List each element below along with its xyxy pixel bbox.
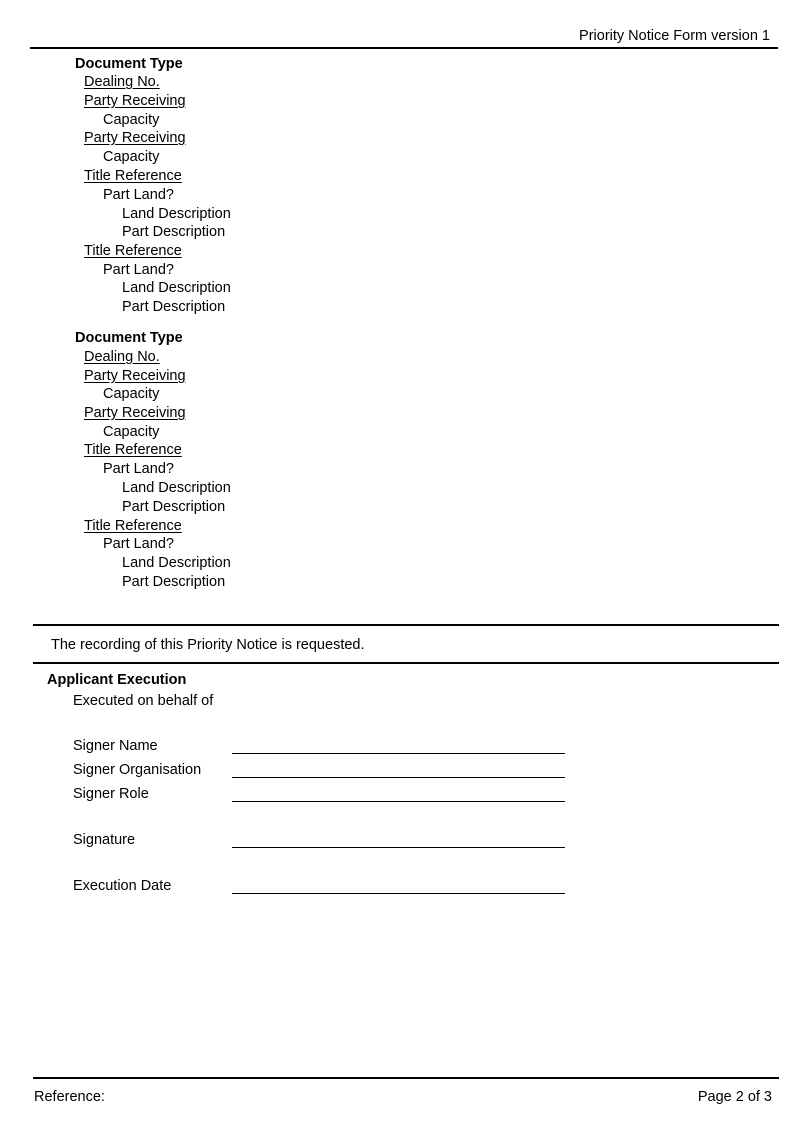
part-description-label: Part Description <box>122 224 226 240</box>
executed-on-behalf-label: Executed on behalf of <box>73 693 214 709</box>
section-divider <box>33 662 779 664</box>
page-number: Page 2 of 3 <box>697 1089 772 1105</box>
capacity-label: Capacity <box>103 112 160 128</box>
applicant-execution-heading: Applicant Execution <box>47 672 187 688</box>
document-type-label: Document Type <box>75 330 183 346</box>
signer-name-label: Signer Name <box>73 738 158 754</box>
party-receiving-label: Party Receiving <box>84 405 186 421</box>
part-description-label: Part Description <box>122 299 226 315</box>
land-description-label: Land Description <box>122 480 231 496</box>
execution-date-line[interactable] <box>232 893 565 894</box>
land-description-label: Land Description <box>122 206 231 222</box>
capacity-label: Capacity <box>103 386 160 402</box>
signer-name-line[interactable] <box>232 753 565 754</box>
header-divider <box>30 47 778 49</box>
land-description-label: Land Description <box>122 280 231 296</box>
party-receiving-label: Party Receiving <box>84 93 186 109</box>
part-description-label: Part Description <box>122 574 226 590</box>
party-receiving-label: Party Receiving <box>84 368 186 384</box>
signer-organisation-line[interactable] <box>232 777 565 778</box>
title-reference-label: Title Reference <box>84 442 182 458</box>
signature-label: Signature <box>73 832 136 848</box>
part-land-label: Part Land? <box>103 461 174 477</box>
part-description-label: Part Description <box>122 499 226 515</box>
signature-line[interactable] <box>232 847 565 848</box>
execution-date-label: Execution Date <box>73 878 172 894</box>
signer-organisation-label: Signer Organisation <box>73 762 202 778</box>
part-land-label: Part Land? <box>103 536 174 552</box>
signer-role-label: Signer Role <box>73 786 149 802</box>
party-receiving-label: Party Receiving <box>84 130 186 146</box>
title-reference-label: Title Reference <box>84 243 182 259</box>
dealing-no-label: Dealing No. <box>84 349 160 365</box>
footer-divider <box>33 1077 779 1079</box>
title-reference-label: Title Reference <box>84 518 182 534</box>
land-description-label: Land Description <box>122 555 231 571</box>
part-land-label: Part Land? <box>103 262 174 278</box>
title-reference-label: Title Reference <box>84 168 182 184</box>
request-statement: The recording of this Priority Notice is requested. <box>51 637 365 653</box>
document-type-label: Document Type <box>75 56 183 72</box>
form-version-title: Priority Notice Form version 1 <box>579 28 770 44</box>
part-land-label: Part Land? <box>103 187 174 203</box>
reference-label: Reference: <box>34 1089 105 1105</box>
capacity-label: Capacity <box>103 424 160 440</box>
capacity-label: Capacity <box>103 149 160 165</box>
dealing-no-label: Dealing No. <box>84 74 160 90</box>
section-divider <box>33 624 779 626</box>
signer-role-line[interactable] <box>232 801 565 802</box>
